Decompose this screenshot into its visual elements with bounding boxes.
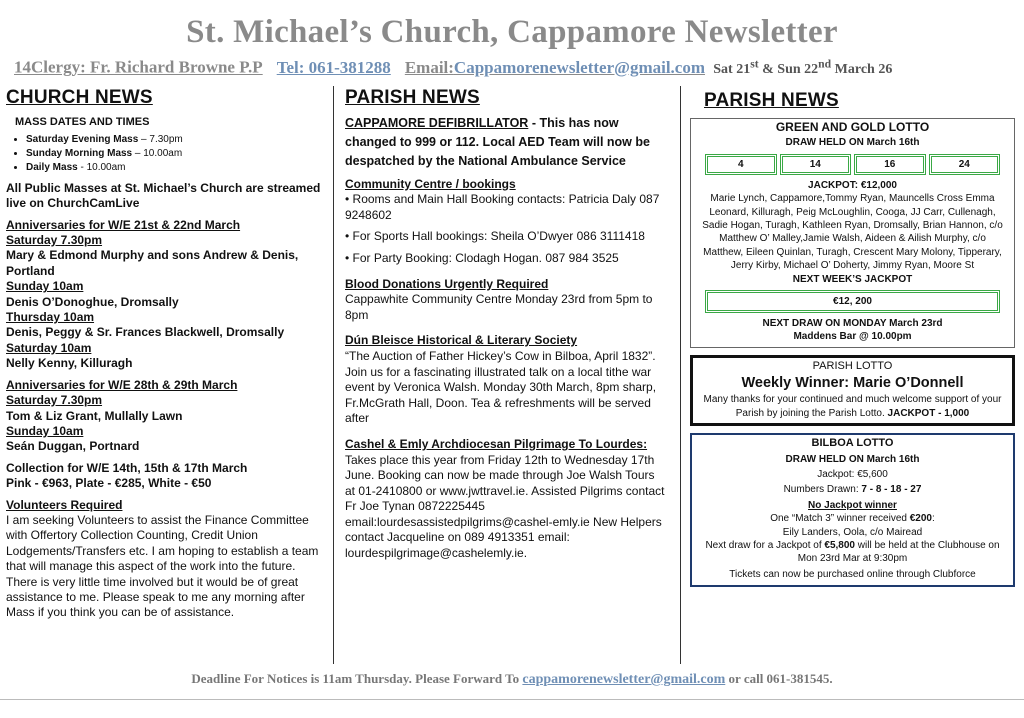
bilboa-jackpot: Jackpot: €5,600: [817, 468, 888, 480]
church-news-heading: CHURCH NEWS: [6, 87, 153, 108]
column-divider: [333, 86, 334, 664]
lotto-number: 24: [929, 154, 1001, 175]
anniversaries-heading: Anniversaries for W/E 21st & 22nd March: [6, 217, 241, 232]
next-jackpot-value: €12, 200: [705, 290, 1000, 313]
church-news-column: [6, 87, 324, 621]
next-draw-venue: Maddens Bar @ 10.00pm: [793, 331, 912, 343]
anniversaries-week1: [6, 218, 324, 372]
historical-society-text: “The Auction of Father Hickey’s Cow in Bilboa, April 1832”. Join us for a fascinating illustrated talk on a local tithe war event by Veronica Walsh. Monday 30th March, 8pm sharp, Fr.McGrath Hall, Doon. Tea & refreshments will be served after: [345, 348, 657, 426]
list-item: • Rooms and Main Hall Booking contacts: Patricia Daly 087 9248602: [345, 192, 660, 222]
bilboa-lotto-box: [690, 433, 1015, 587]
collection-amounts: Pink - €963, Plate - €285, White - €50: [6, 476, 212, 491]
lotto-number: 4: [705, 154, 777, 175]
mass-day: Sunday 10am: [6, 279, 84, 294]
email-link[interactable]: Cappamorenewsletter@gmail.com: [453, 57, 706, 77]
mass-day: Sunday 10am: [6, 423, 84, 438]
footer-deadline: Deadline For Notices is 11am Thursday. Please Forward To cappamorenewsletter@gmail.com or call 061-381545.: [191, 671, 833, 687]
next-draw-date: NEXT DRAW ON MONDAY March 23rd: [762, 318, 943, 330]
blood-donation-section: [345, 277, 667, 324]
mass-day: Thursday 10am: [6, 310, 95, 325]
lourdes-text: Takes place this year from Friday 12th to Wednesday 17th June. Booking can now be made through Joe Walsh Tours at 01-2410800 or www.jwttravel.ie. Assisted Pilgrims contact Fr Joe Tynan 0872225445 email:lourdesassistedpilgrims@cashel-emly.ie New Helpers contact Jacqueline on 089 4913351 email: lourdespilgrimage@cashelemly.ie.: [345, 452, 665, 561]
footer-email-link[interactable]: cappamorenewsletter@gmail.com: [522, 672, 726, 687]
community-centre-section: [345, 177, 667, 267]
list-item: • For Party Booking: Clodagh Hogan. 087 984 3525: [345, 250, 619, 265]
anniversary-names: Tom & Liz Grant, Mullally Lawn: [6, 408, 183, 423]
parish-lotto-title: PARISH LOTTO: [812, 359, 893, 372]
parish-lotto-text: Many thanks for your continued and much welcome support of your Parish by joining the Parish Lotto. JACKPOT - 1,000: [703, 394, 1002, 419]
next-jackpot-label: NEXT WEEK’S JACKPOT: [792, 273, 913, 285]
bilboa-next-draw: Next draw for a Jackpot of €5,800 will be held at the Clubhouse on Mon 23rd Mar at 9:30pm: [705, 539, 1000, 565]
bilboa-no-jackpot: No Jackpot winner: [808, 499, 897, 511]
lourdes-section: [345, 437, 667, 562]
column-divider: [680, 86, 681, 664]
bilboa-numbers: Numbers Drawn: 7 - 8 - 18 - 27: [783, 484, 922, 496]
mass-day: Saturday 7.30pm: [6, 233, 103, 248]
collection-heading: Collection for W/E 14th, 15th & 17th March: [6, 460, 248, 475]
lotto-draw-date: DRAW HELD ON March 16th: [785, 137, 920, 149]
lotto-number: 16: [854, 154, 926, 175]
anniversary-names: Mary & Edmond Murphy and sons Andrew & Denis, Portland: [6, 248, 299, 278]
bilboa-tickets: Tickets can now be purchased online through Clubforce: [729, 568, 976, 580]
defibrillator-notice: CAPPAMORE DEFIBRILLATOR - This has now changed to 999 or 112. Local AED Team will now be despatched by the National Ambulance Service: [345, 115, 650, 168]
historical-society-section: [345, 333, 667, 427]
bottom-rule: [0, 699, 1024, 700]
historical-society-heading: Dún Bleisce Historical & Literary Society: [345, 333, 578, 348]
streamed-notice: All Public Masses at St. Michael’s Church are streamed live on ChurchCamLive: [6, 180, 321, 211]
mass-times-heading: MASS DATES AND TIMES: [15, 116, 150, 129]
bilboa-match3-winner: Eily Landers, Oola, c/o Mairead: [782, 526, 923, 538]
newsletter-title: St. Michael’s Church, Cappamore Newsletter: [186, 14, 838, 50]
volunteers-text: I am seeking Volunteers to assist the Finance Committee with Offertory Collection Counting, Credit Union Lodgements/Transfers etc. I am hoping to establish a team that will manage this aspect of the work into the future. There is very little time involved but it would be of great assistance to me. Please speak to me any morning after Mass if you think you can be of assistance.: [6, 512, 319, 620]
list-item: • Saturday Evening Mass – 7.30pm: [26, 133, 324, 147]
list-item: • For Sports Hall bookings: Sheila O’Dwyer 086 3111418: [345, 229, 645, 244]
mass-day: Saturday 7.30pm: [6, 393, 103, 408]
parish-news-heading: PARISH NEWS: [345, 87, 480, 108]
header-subline: [14, 57, 1018, 78]
parish-lotto-box: [690, 355, 1015, 426]
parish-news-column: [345, 87, 667, 562]
green-gold-lotto-box: [690, 118, 1015, 348]
anniversary-names: Nelly Kenny, Killuragh: [6, 356, 133, 371]
telephone-link[interactable]: Tel: 061-381288: [276, 57, 391, 77]
anniversaries-heading: Anniversaries for W/E 28th & 29th March: [6, 377, 238, 392]
blood-donation-text: Cappawhite Community Centre Monday 23rd from 5pm to 8pm: [345, 292, 653, 322]
lotto-jackpot: JACKPOT: €12,000: [808, 179, 897, 191]
community-centre-heading: Community Centre / bookings: [345, 176, 516, 191]
lotto-column: [690, 90, 1015, 594]
volunteers-heading: Volunteers Required: [6, 497, 123, 512]
lourdes-heading: Cashel & Emly Archdiocesan Pilgrimage To Lourdes:: [345, 436, 648, 451]
lotto-numbers: [705, 154, 1000, 175]
newsletter-date: Sat 21st & Sun 22nd March 26: [713, 57, 893, 77]
lotto-title: GREEN AND GOLD LOTTO: [775, 120, 930, 134]
anniversary-names: Denis O’Donoghue, Dromsally: [6, 294, 179, 309]
mass-times-list: [6, 133, 324, 175]
clergy-label: 14Clergy: Fr. Richard Browne P.P: [14, 57, 263, 77]
list-item: • Sunday Morning Mass – 10.00am: [26, 147, 324, 161]
bilboa-match3: One “Match 3” winner received €200:: [770, 513, 935, 525]
lotto-winners: Marie Lynch, Cappamore,Tommy Ryan, Mauncells Cross Emma Leonard, Killuragh, Peig McLoughlin, Cooga, JJ Carr, Cullenagh, Sadie Hogan, Turagh, Kathleen Ryan, Dromsally, Brian Hannon, c/o Matthew O’ Malley,Jamie Walsh, Aideen & Ailish Murphy, c/o Matthew, Eileen Quinlan, Turagh, Crescent Mary Molony, Tipperary, Jerry Kirby, Michael O’ Doherty, Jimmy Ryan, Moore St: [702, 193, 1003, 272]
collection-section: [6, 461, 324, 492]
anniversary-names: Denis, Peggy & Sr. Frances Blackwell, Dromsally: [6, 325, 285, 340]
list-item: • Daily Mass - 10.00am: [26, 161, 324, 175]
volunteers-section: [6, 498, 324, 621]
lotto-number: 14: [780, 154, 852, 175]
anniversaries-week2: [6, 378, 324, 455]
bilboa-lotto-title: BILBOA LOTTO: [811, 437, 894, 450]
anniversary-names: Seán Duggan, Portnard: [6, 439, 140, 454]
mass-day: Saturday 10am: [6, 340, 92, 355]
bilboa-draw-date: DRAW HELD ON March 16th: [785, 453, 920, 465]
email-label: Email:Cappamorenewsletter@gmail.com: [404, 57, 706, 77]
parish-news-heading: PARISH NEWS: [704, 90, 839, 111]
blood-donation-heading: Blood Donations Urgently Required: [345, 276, 549, 291]
parish-lotto-winner: Weekly Winner: Marie O’Donnell: [741, 375, 964, 392]
